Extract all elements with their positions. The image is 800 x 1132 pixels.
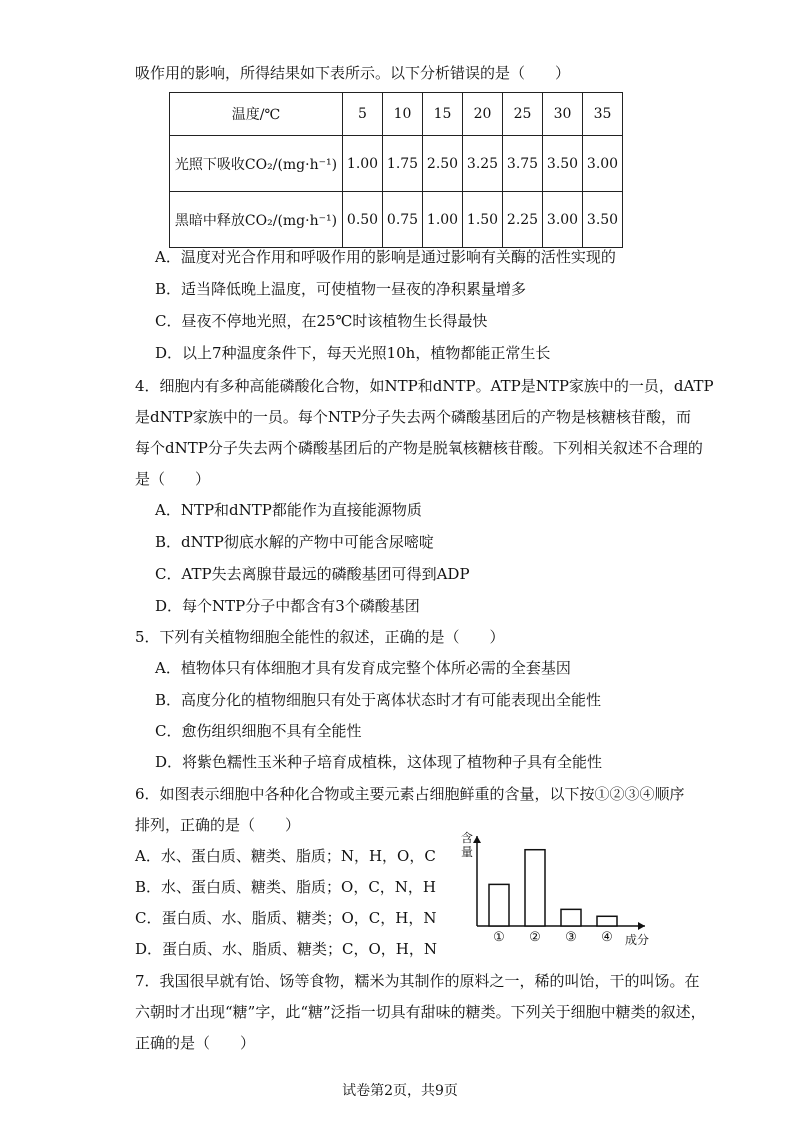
q4-option-b: B．dNTP彻底水解的产物中可能含尿嘧啶 [155, 533, 434, 551]
table-cell: 0.50 [343, 192, 383, 248]
q3-option-b: B．适当降低晚上温度，可使植物一昼夜的净积累量增多 [155, 280, 527, 298]
table-header-cell: 35 [583, 93, 623, 136]
q4-stem-line: 是dNTP家族中的一员。每个NTP分子失去两个磷酸基团后的产物是核糖核苷酸，而 [135, 408, 692, 426]
q7-stem-line: 六朝时才出现“糖”字，此“糖”泛指一切具有甜味的糖类。下列关于细胞中糖类的叙述， [135, 1003, 706, 1021]
q3-option-c: C．昼夜不停地光照，在25℃时该植物生长得最快 [155, 312, 488, 330]
q5-option-a: A．植物体只有体细胞才具有发育成完整个体所必需的全套基因 [155, 659, 571, 677]
q4-option-c: C．ATP失去离腺苷最远的磷酸基团可得到ADP [155, 565, 470, 583]
table-header-cell: 温度/℃ [170, 93, 343, 136]
q5-stem: 5．下列有关植物细胞全能性的叙述，正确的是（ ） [135, 628, 505, 646]
table-header-cell: 25 [503, 93, 543, 136]
q5-option-b: B．高度分化的植物细胞只有处于离体状态时才有可能表现出全能性 [155, 691, 602, 709]
table-header-cell: 5 [343, 93, 383, 136]
x-axis-label: 成分 [625, 933, 650, 947]
q6-option-c: C．蛋白质、水、脂质、糖类；O，C，H，N [135, 909, 437, 927]
bar [489, 884, 509, 926]
q4-option-d: D．每个NTP分子中都含有3个磷酸基团 [155, 597, 420, 615]
table-cell: 3.00 [543, 192, 583, 248]
x-tick-label: ② [529, 930, 541, 945]
y-axis-arrow [473, 836, 481, 843]
q3-option-a: A．温度对光合作用和呼吸作用的影响是通过影响有关酶的活性实现的 [155, 248, 616, 266]
table-row [170, 136, 623, 192]
table-header-row [170, 93, 623, 136]
table-cell: 2.25 [503, 192, 543, 248]
x-axis-arrow [638, 922, 645, 930]
table-header-cell: 15 [423, 93, 463, 136]
x-tick-label: ① [493, 930, 505, 945]
table-cell: 3.00 [583, 136, 623, 192]
table-cell: 3.50 [583, 192, 623, 248]
bar [561, 909, 581, 926]
table-header-cell: 10 [383, 93, 423, 136]
bar [597, 916, 617, 926]
q6-option-d: D．蛋白质、水、脂质、糖类；C，O，H，N [135, 940, 438, 958]
table-cell: 3.25 [463, 136, 503, 192]
q6-stem-line: 6．如图表示细胞中各种化合物或主要元素占细胞鲜重的含量，以下按①②③④顺序 [135, 785, 685, 803]
q4-stem-line: 每个dNTP分子失去两个磷酸基团后的产物是脱氧核糖核苷酸。下列相关叙述不合理的 [135, 439, 703, 457]
table-header-cell: 20 [463, 93, 503, 136]
q7-stem-line: 7．我国很早就有饴、饧等食物，糯米为其制作的原料之一，稀的叫饴，干的叫饧。在 [135, 972, 700, 990]
table-cell: 3.50 [543, 136, 583, 192]
table-cell: 0.75 [383, 192, 423, 248]
table-row-label: 黑暗中释放CO₂/(mg·h⁻¹) [170, 192, 343, 248]
q3-stem-tail: 吸作用的影响，所得结果如下表所示。以下分析错误的是（ ） [135, 64, 571, 82]
table-cell: 2.50 [423, 136, 463, 192]
table-cell: 1.00 [343, 136, 383, 192]
q6-bar-chart [455, 828, 670, 953]
y-axis-label: 含量 [461, 831, 474, 859]
page-footer: 试卷第2页，共9页 [342, 1083, 458, 1099]
table-cell: 1.75 [383, 136, 423, 192]
temperature-table [169, 92, 623, 248]
x-tick-label: ④ [601, 930, 613, 945]
q5-option-c: C．愈伤组织细胞不具有全能性 [155, 722, 362, 740]
x-tick-label: ③ [565, 930, 577, 945]
q3-option-d: D．以上7种温度条件下，每天光照10h，植物都能正常生长 [155, 344, 551, 362]
table-row [170, 192, 623, 248]
bar [525, 850, 545, 926]
q4-stem-line: 是（ ） [135, 470, 211, 488]
q6-option-a: A．水、蛋白质、糖类、脂质；N，H，O，C [135, 847, 436, 865]
q5-option-d: D．将紫色糯性玉米种子培育成植株，这体现了植物种子具有全能性 [155, 753, 603, 771]
table-cell: 1.00 [423, 192, 463, 248]
q4-stem-line: 4．细胞内有多种高能磷酸化合物，如NTP和dNTP。ATP是NTP家族中的一员，dATP [135, 377, 714, 395]
table-cell: 1.50 [463, 192, 503, 248]
table-header-cell: 30 [543, 93, 583, 136]
table-row-label: 光照下吸收CO₂/(mg·h⁻¹) [170, 136, 343, 192]
q6-stem-line: 排列，正确的是（ ） [135, 816, 301, 834]
table-cell: 3.75 [503, 136, 543, 192]
q7-stem-line: 正确的是（ ） [135, 1034, 256, 1052]
q6-option-b: B．水、蛋白质、糖类、脂质；O，C，N，H [135, 878, 437, 896]
q4-option-a: A．NTP和dNTP都能作为直接能源物质 [155, 501, 422, 519]
